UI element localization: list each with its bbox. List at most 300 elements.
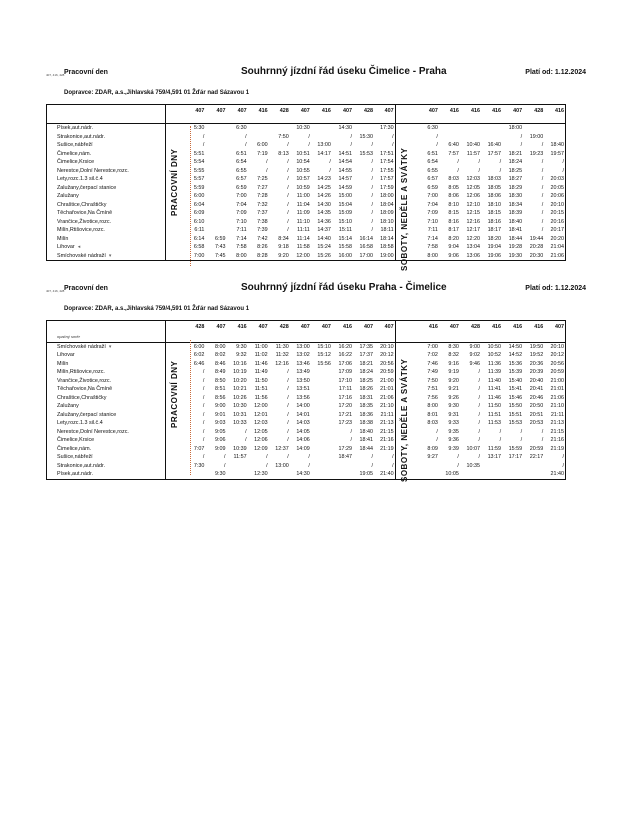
departure-time-weekday: /: [350, 437, 352, 443]
departure-time-weekday: 11:30: [275, 343, 289, 350]
departure-time-weekday: 14:00: [296, 403, 310, 409]
departure-time-weekend: 7:00: [427, 343, 438, 350]
stop-name: [47, 428, 166, 437]
departure-time-weekday: 9:01: [215, 411, 226, 418]
departure-time-weekday: 12:03: [254, 420, 268, 426]
departure-time-weekday: 21:06: [380, 394, 394, 401]
departure-time-weekday: /: [287, 454, 289, 460]
departure-time-weekday: 6:10: [193, 218, 205, 225]
departure-time-weekday: 7:42: [257, 235, 268, 242]
departure-time-weekend: 20:05: [544, 184, 565, 193]
departure-time-weekend: 10:07: [466, 445, 480, 452]
departure-time-weekday: /: [287, 227, 289, 233]
departure-time-weekday: /: [371, 201, 374, 208]
departure-time-weekend: 15:39: [508, 369, 523, 375]
departure-time-weekend: 6:40: [448, 142, 459, 148]
departure-time-weekend: 18:41: [508, 227, 523, 233]
departure-time-weekday: 7:25: [257, 176, 268, 182]
departure-time-weekday: 21:40: [374, 470, 395, 479]
departure-time-weekday: /: [350, 142, 352, 148]
departure-time-weekday: 14:55: [338, 167, 352, 174]
departure-time-weekend: [481, 462, 502, 471]
departure-time-weekend: /: [457, 462, 459, 469]
departure-time-weekday: 7:38: [257, 218, 268, 225]
departure-time-weekend: 9:27: [427, 454, 438, 460]
departure-time-weekday: 15:24: [317, 244, 331, 250]
departure-time-weekday: /: [287, 201, 289, 208]
departure-time-weekday: 7:43: [215, 244, 226, 250]
departure-time-weekend: 19:06: [481, 252, 502, 261]
departure-time-weekday: 10:21: [233, 386, 247, 392]
departure-time-weekday: 10:59: [296, 184, 310, 191]
departure-time-weekday: 14:05: [296, 428, 310, 435]
departure-time-weekend: 20:10: [544, 201, 565, 210]
departure-time-weekend: 18:21: [508, 150, 523, 157]
departure-time-weekday: 14:40: [317, 235, 331, 242]
departure-time-weekday: 11:11: [297, 227, 310, 233]
departure-time-weekday: [205, 141, 226, 150]
departure-time-weekend: 9:31: [448, 411, 459, 418]
departure-time-weekday: 17:16: [338, 394, 352, 401]
stop-label: Vrančice,Životice,rozc.: [57, 218, 112, 225]
departure-time-weekend: 14:50: [508, 343, 523, 350]
table-row: [47, 252, 566, 261]
departure-time-weekend: 20:53: [529, 420, 544, 426]
weekend-line-number: 416: [439, 105, 460, 118]
departure-time-weekday: 21:01: [380, 386, 394, 392]
departure-time-weekend: [481, 470, 502, 479]
departure-time-weekday: 14:17: [317, 150, 331, 157]
stop-label: Chraštice,Chraštičky: [57, 394, 107, 401]
departure-time-weekend: 15:41: [508, 386, 523, 392]
departure-time-weekday: 11:00: [254, 343, 268, 350]
departure-time-weekday: 6:02: [193, 352, 205, 358]
stop-name: [47, 394, 166, 403]
departure-time-weekday: [227, 470, 248, 479]
table-row: [47, 218, 566, 227]
stop-name: [47, 351, 166, 360]
departure-time-weekday: 9:20: [269, 252, 290, 261]
departure-time-weekend: 9:36: [448, 437, 459, 443]
stop-label: Strakonice,aut.nádr.: [57, 133, 105, 140]
departure-time-weekday: [311, 411, 332, 420]
departure-time-weekday: 7:37: [257, 210, 268, 216]
departure-time-weekday: 15:30: [359, 133, 374, 140]
weekday-vertical-label: PRACOVNÍ DNY: [170, 148, 179, 216]
stop-name: [47, 453, 166, 462]
stop-name: [47, 175, 166, 184]
departure-time-weekend: 18:03: [487, 176, 502, 182]
departure-time-weekend: 11:39: [487, 369, 502, 375]
table-row: [47, 360, 566, 369]
weekday-line-number: 416: [227, 321, 248, 334]
departure-time-weekday: 7:19: [257, 150, 268, 157]
departure-time-weekend: 19:28: [508, 244, 523, 250]
departure-time-weekend: 18:40: [508, 218, 523, 225]
departure-time-weekend: 18:29: [508, 184, 523, 191]
departure-time-weekday: /: [202, 403, 205, 409]
departure-time-weekend: /: [478, 159, 480, 165]
departure-time-weekday: /: [245, 142, 247, 148]
departure-time-weekday: 11:02: [254, 352, 268, 358]
table-row: [47, 436, 566, 445]
departure-time-weekend: 18:05: [487, 184, 502, 191]
table-row: [47, 462, 566, 471]
stop-name: [47, 124, 166, 133]
stop-label: Milín,Rtišovice,rozc.: [57, 227, 105, 233]
departure-time-weekday: /: [266, 462, 268, 469]
departure-time-weekend: 18:34: [508, 201, 523, 208]
departure-time-weekend: 11:59: [487, 445, 502, 452]
departure-time-weekday: 17:30: [380, 125, 394, 131]
departure-time-weekend: 9:26: [448, 394, 459, 401]
departure-time-weekday: 12:00: [290, 252, 311, 261]
departure-time-weekday: /: [287, 193, 289, 199]
departure-time-weekend: 6:30: [427, 125, 438, 131]
departure-time-weekend: /: [541, 227, 544, 233]
departure-time-weekend: 21:11: [544, 411, 565, 420]
departure-time-weekday: /: [287, 369, 289, 375]
departure-time-weekend: /: [457, 167, 459, 174]
weekday-line-number: 428: [184, 321, 205, 334]
stop-name: [47, 235, 166, 244]
departure-time-weekend: [439, 124, 460, 133]
departure-time-weekday: 8:26: [257, 244, 268, 250]
departure-time-weekend: 8:17: [448, 227, 459, 233]
departure-time-weekend: 20:36: [529, 360, 544, 367]
departure-time-weekend: 18:44: [508, 235, 523, 242]
stop-label: Čimelice,nám.: [57, 445, 92, 452]
stop-label: Čimelice,Krsice: [57, 159, 95, 165]
departure-time-weekend: 9:00: [469, 343, 480, 350]
departure-time-weekday: 12:30: [248, 470, 269, 479]
departure-time-weekday: 6:14: [193, 235, 205, 242]
departure-time-weekday: 6:00: [257, 142, 268, 148]
departure-time-weekend: /: [541, 193, 544, 199]
departure-time-weekend: 18:39: [508, 210, 523, 216]
table-row: [47, 351, 566, 360]
departure-time-weekday: /: [371, 454, 374, 460]
table-row: [47, 411, 566, 420]
departure-time-weekday: 10:16: [233, 360, 247, 367]
departure-time-weekday: /: [392, 133, 394, 140]
weekday-line-number: 407: [332, 105, 353, 118]
departure-time-weekday: [311, 133, 332, 142]
stop-name: [47, 342, 166, 351]
departure-time-weekday: 6:59: [236, 184, 247, 191]
departure-time-weekend: 19:44: [529, 235, 544, 242]
departure-time-weekday: 18:25: [359, 377, 374, 384]
departure-time-weekday: [311, 368, 332, 377]
departure-time-weekend: 20:39: [529, 369, 544, 375]
departure-time-weekday: 9:09: [215, 445, 226, 452]
departure-time-weekday: 18:04: [380, 201, 394, 208]
departure-time-weekday: [248, 133, 269, 142]
table-row: [47, 184, 566, 193]
departure-time-weekend: 20:28: [529, 244, 544, 250]
departure-time-weekend: 9:19: [448, 369, 459, 375]
departure-time-weekday: 5:55: [193, 167, 205, 174]
stop-name: [47, 445, 166, 454]
weekday-line-number: 428: [353, 105, 374, 118]
timetable-title: Souhrnný jízdní řád úseku Praha - Čimelice: [241, 282, 447, 293]
departure-time-weekday: 17:20: [338, 403, 352, 409]
departure-time-weekend: 9:04: [448, 244, 459, 250]
departure-time-weekday: /: [371, 159, 374, 165]
departure-time-weekday: [311, 428, 332, 437]
departure-time-weekend: 9:33: [448, 420, 459, 426]
departure-time-weekend: 8:03: [448, 176, 459, 182]
stop-name: [47, 192, 166, 201]
departure-time-weekday: 10:57: [296, 176, 310, 182]
departure-time-weekday: 10:33: [233, 420, 247, 426]
departure-time-weekday: /: [287, 411, 289, 418]
departure-time-weekday: 21:00: [380, 377, 394, 384]
departure-time-weekday: [269, 124, 290, 133]
departure-time-weekday: 14:06: [296, 437, 310, 443]
departure-time-weekend: 7:10: [427, 218, 438, 225]
departure-time-weekday: 15:12: [317, 352, 331, 358]
departure-time-weekday: 16:14: [359, 235, 374, 242]
departure-time-weekday: 14:30: [317, 201, 331, 208]
departure-time-weekday: 13:49: [296, 369, 310, 375]
departure-time-weekday: 11:04: [296, 201, 310, 208]
departure-time-weekday: 10:19: [233, 369, 247, 375]
weekday-line-number: 407: [290, 321, 311, 334]
departure-time-weekend: 20:56: [544, 360, 565, 369]
departure-time-weekday: 6:57: [236, 176, 247, 182]
weekend-line-number: 416: [418, 321, 439, 334]
departure-time-weekday: [205, 184, 226, 193]
departure-time-weekend: 21:16: [544, 436, 565, 445]
departure-time-weekday: 20:12: [380, 352, 394, 358]
stop-name: [47, 226, 166, 235]
departure-time-weekend: 12:16: [466, 218, 480, 225]
departure-time-weekday: 10:26: [233, 394, 247, 401]
departure-time-weekend: 18:10: [487, 201, 502, 208]
departure-time-weekday: 6:46: [193, 360, 205, 367]
departure-time-weekend: 7:04: [427, 201, 438, 208]
departure-time-weekday: 17:11: [338, 386, 352, 392]
departure-time-weekend: 20:46: [529, 394, 544, 401]
departure-time-weekday: 8:50: [215, 377, 226, 384]
departure-time-weekend: 11:51: [487, 411, 502, 418]
departure-time-weekday: /: [371, 167, 374, 174]
departure-time-weekday: 7:07: [193, 445, 205, 452]
departure-time-weekday: 14:03: [296, 420, 310, 426]
departure-time-weekday: /: [202, 411, 205, 418]
timetable-header: [46, 66, 586, 86]
departure-time-weekday: 15:11: [338, 227, 352, 233]
departure-time-weekend: 12:06: [466, 193, 480, 199]
stop-label: Zalužany,čerpací stanice: [57, 411, 117, 418]
departure-time-weekday: 17:21: [338, 411, 352, 418]
departure-time-weekend: 21:04: [544, 243, 565, 252]
departure-time-weekday: 10:54: [296, 159, 310, 165]
departure-time-weekday: [332, 462, 353, 471]
departure-time-weekday: /: [266, 159, 268, 165]
departure-time-weekday: /: [287, 437, 289, 443]
departure-time-weekend: 8:20: [448, 235, 459, 242]
departure-time-weekday: 16:20: [338, 343, 352, 350]
departure-time-weekday: 21:11: [380, 411, 394, 418]
departure-time-weekday: /: [287, 167, 289, 174]
timetable-cimelice-praha: [46, 66, 586, 271]
departure-time-weekend: /: [499, 159, 502, 165]
weekend-line-number: 428: [523, 105, 544, 118]
departure-time-weekend: 20:59: [529, 445, 544, 452]
departure-time-weekday: 11:14: [296, 235, 310, 242]
stop-label: Strakonice,aut.nádr.: [57, 462, 105, 469]
departure-time-weekend: /: [541, 437, 544, 443]
departure-time-weekday: [311, 436, 332, 445]
departure-time-weekend: 14:52: [508, 352, 523, 358]
departure-time-weekday: 6:11: [194, 227, 205, 233]
departure-time-weekday: 15:00: [338, 193, 352, 199]
departure-time-weekday: 14:01: [296, 411, 310, 418]
departure-time-weekend: 15:40: [508, 377, 523, 384]
departure-time-weekday: /: [287, 403, 289, 409]
table-row: [47, 158, 566, 167]
departure-time-weekend: 20:50: [529, 403, 544, 409]
departure-time-weekday: 8:00: [227, 252, 248, 261]
departure-time-weekend: 8:10: [448, 201, 459, 208]
departure-time-weekday: 13:00: [296, 343, 310, 350]
departure-time-weekday: 8:13: [278, 150, 289, 157]
stop-marker-icon: ◂: [77, 244, 81, 250]
departure-time-weekday: 13:50: [296, 377, 310, 384]
departure-time-weekend: 9:02: [469, 352, 480, 358]
departure-time-weekday: [205, 167, 226, 176]
departure-time-weekday: 19:00: [374, 252, 395, 261]
departure-time-weekend: 12:17: [466, 227, 480, 233]
departure-time-weekday: 18:10: [380, 218, 394, 225]
departure-time-weekday: 20:56: [380, 360, 394, 367]
line-numbers-logo: 407, 416, 428: [46, 289, 65, 293]
departure-time-weekend: 7:00: [427, 193, 438, 199]
departure-time-weekday: 7:30: [193, 462, 205, 469]
table-row: [47, 124, 566, 133]
departure-time-weekday: 15:14: [338, 235, 352, 242]
departure-time-weekday: 7:28: [257, 193, 268, 199]
departure-time-weekday: 6:58: [193, 244, 205, 250]
departure-time-weekday: 14:23: [317, 176, 331, 182]
departure-time-weekday: /: [202, 437, 205, 443]
departure-time-weekday: 16:00: [332, 252, 353, 261]
departure-time-weekday: 10:30: [296, 125, 310, 131]
departure-time-weekend: 7:50: [427, 377, 438, 384]
departure-time-weekday: [184, 470, 205, 479]
departure-time-weekday: 18:36: [359, 411, 374, 418]
departure-time-weekend: 21:01: [544, 385, 565, 394]
departure-time-weekend: 16:40: [487, 142, 502, 148]
weekday-vertical-label: PRACOVNÍ DNY: [170, 360, 179, 428]
stop-label: Chraštice,Chraštičky: [57, 201, 107, 208]
departure-time-weekday: 7:39: [257, 227, 268, 233]
departure-time-weekday: 12:16: [275, 360, 289, 367]
departure-time-weekday: 10:39: [233, 445, 247, 452]
stop-name: [47, 419, 166, 428]
valid-from-date: Platí od: 1.12.2024: [525, 69, 586, 76]
departure-time-weekday: 18:14: [380, 235, 394, 242]
table-row: [47, 167, 566, 176]
departure-time-weekend: 18:40: [544, 141, 565, 150]
departure-time-weekday: 7:32: [257, 201, 268, 208]
departure-time-weekend: 6:55: [427, 167, 438, 174]
departure-time-weekend: /: [478, 167, 480, 174]
stop-label: Vrančice,Životice,rozc.: [57, 377, 112, 384]
table-row: [47, 445, 566, 454]
departure-time-weekday: [311, 124, 332, 133]
departure-time-weekend: /: [541, 142, 544, 148]
table-row: [47, 226, 566, 235]
departure-time-weekday: /: [371, 227, 374, 233]
departure-time-weekday: 8:34: [278, 235, 289, 242]
departure-time-weekday: [311, 377, 332, 386]
weekday-line-number: 407: [205, 321, 226, 334]
departure-time-weekday: 10:20: [233, 377, 247, 384]
departure-time-weekday: 13:02: [296, 352, 310, 358]
departure-time-weekday: 18:35: [359, 403, 374, 409]
departure-time-weekday: 15:10: [338, 218, 352, 225]
departure-time-weekday: [311, 394, 332, 403]
stop-header-cell: [47, 105, 166, 118]
departure-time-weekday: 14:57: [338, 176, 352, 182]
departure-time-weekend: 7:58: [427, 244, 438, 250]
stop-label: Nerestce,Dolní Nerestce,rozc.: [57, 428, 129, 435]
departure-time-weekday: 17:00: [353, 252, 374, 261]
stop-label: Lety,rozc.1.3 sil.č.4: [57, 420, 103, 426]
departure-time-weekday: /: [287, 394, 289, 401]
stop-label: Milín: [57, 235, 69, 242]
timetable-header: [46, 282, 586, 302]
departure-time-weekday: 11:58: [296, 244, 310, 250]
table-row: [47, 175, 566, 184]
departure-time-weekday: 16:58: [359, 244, 374, 250]
stop-name: [47, 402, 166, 411]
weekend-line-number: 416: [481, 321, 502, 334]
departure-time-weekend: 21:00: [544, 377, 565, 386]
departure-time-weekend: 15:59: [508, 445, 523, 452]
departure-time-weekend: /: [478, 403, 480, 409]
departure-time-weekday: 11:10: [296, 218, 310, 225]
departure-time-weekday: /: [371, 142, 374, 148]
departure-time-weekend: 7:11: [427, 227, 438, 233]
departure-time-weekday: /: [371, 210, 374, 216]
departure-time-weekday: 15:58: [338, 244, 352, 250]
departure-time-weekday: 17:55: [380, 167, 394, 174]
weekend-vertical-label: SOBOTY, NEDĚLE A SVÁTKY: [400, 358, 409, 482]
departure-time-weekend: 8:03: [427, 420, 438, 426]
departure-time-weekday: 12:09: [254, 445, 268, 452]
departure-time-weekday: 8:51: [215, 386, 226, 392]
departure-time-weekday: [205, 226, 226, 235]
departure-time-weekend: 21:19: [544, 445, 565, 454]
departure-time-weekend: /: [457, 159, 459, 165]
stop-label: Lihovar: [57, 244, 75, 250]
departure-time-weekend: 20:16: [544, 218, 565, 227]
departure-time-weekend: 8:06: [448, 193, 459, 199]
departure-time-weekday: [205, 218, 226, 227]
departure-time-weekday: /: [287, 176, 289, 182]
departure-time-weekday: 6:30: [236, 125, 247, 131]
departure-time-weekday: /: [202, 386, 205, 392]
departure-time-weekend: 6:59: [427, 184, 438, 191]
departure-time-weekday: 12:01: [254, 411, 268, 418]
departure-time-weekend: 13:04: [466, 244, 480, 250]
departure-time-weekday: 5:51: [193, 150, 205, 157]
departure-time-weekend: 18:27: [508, 176, 523, 182]
